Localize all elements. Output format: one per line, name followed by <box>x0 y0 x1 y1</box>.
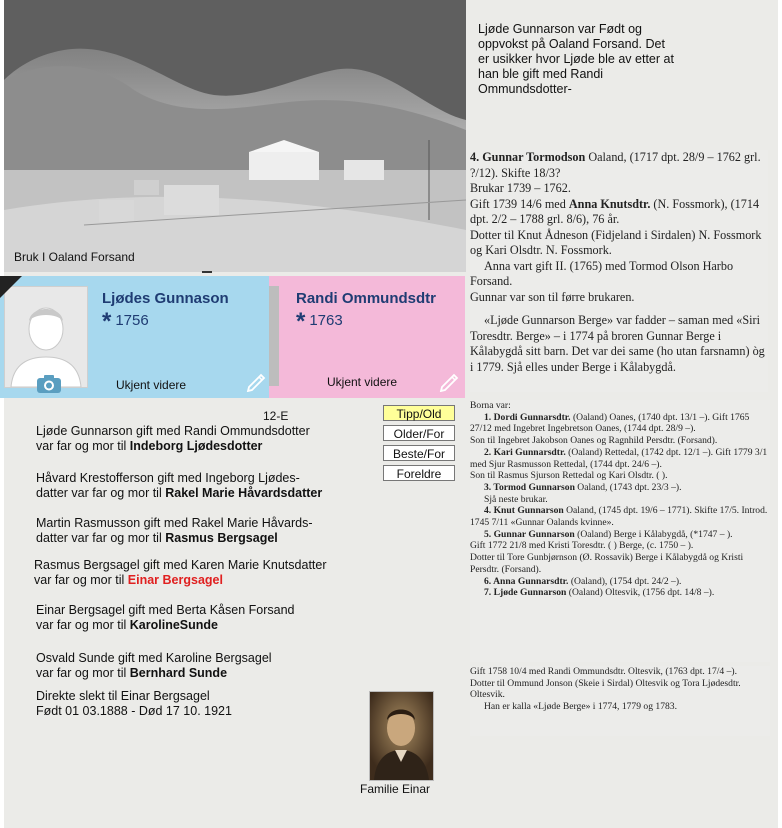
scan-line: 4. Gunnar Tormodson Oaland, (1717 dpt. 28/9 – 1762 grl. ?/12). Skifte 18/3? <box>470 150 761 180</box>
scan-line: Han er kalla «Ljøde Berge» i 1774, 1779 og 1783. <box>484 701 677 713</box>
portrait-illustration <box>370 692 433 780</box>
scan-line: Dotter til Knut Ådneson (Fidjeland i Sirdalen) N. Fossmork og Kari Olsdtr. N. Fossmork. <box>470 227 762 257</box>
lineage-entry: Håvard Krestofferson gift med Ingeborg Ljødes- datter var far og mor til Rakel Marie Håvardsdatter <box>36 471 323 500</box>
photo-caption: Bruk I Oaland Forsand <box>14 250 135 264</box>
person-name[interactable]: Randi Ommundsdtr <box>296 290 437 307</box>
nav-beste-for-button[interactable]: Beste/For <box>383 445 455 461</box>
edit-pencil-icon[interactable] <box>246 370 268 392</box>
person-name[interactable]: Ljødes Gunnason <box>102 290 229 307</box>
nav-older-for-button[interactable]: Older/For <box>383 425 455 441</box>
scan-line: Dotter til Tore Gunbjørnson (Ø. Rossavik) Berge i Kålabygdå og Kristi Persdtr. (Forsand). <box>470 552 744 575</box>
birth-year: * 1763 <box>296 308 343 335</box>
camera-icon[interactable] <box>36 374 62 394</box>
scan-line: Sjå neste brukar. <box>484 493 548 505</box>
scan-line: Gunnar var son til førre brukaren. <box>470 289 635 304</box>
scan-line: 4. Knut Gunnarson Oaland, (1745 dpt. 19/6 – 1771). Skifte 17/5. Introd. 1745 7/11 «Gunnar Oalands kvinne». <box>470 505 768 529</box>
divider-mark <box>202 271 212 273</box>
edit-pencil-icon[interactable] <box>439 370 461 392</box>
generation-code: 12-E <box>263 409 289 423</box>
scan-line: 1. Dordi Gunnarsdtr. (Oaland) Oanes, (1740 dpt. 13/1 –). Gift 1765 27/12 med Ingebret Ingebretson Oanes, (1744 dpt. 28/9 –). <box>470 411 750 435</box>
avatar-placeholder <box>4 286 88 388</box>
scan-line: 5. Gunnar Gunnarson (Oaland) Berge i Kålabygdå, (*1747 – ). <box>484 528 733 540</box>
scan-text-gunnar <box>470 150 768 392</box>
portrait-photo[interactable] <box>369 691 434 781</box>
farm-landscape-photo <box>4 0 466 272</box>
scan-line: Gift 1739 14/6 med Anna Knutsdtr. (N. Fossmork), (1714 dpt. 2/2 – 1788 grl. 8/6), 76 år. <box>470 196 760 226</box>
scan-line: Anna vart gift II. (1765) med Tormod Olson Harbo Forsand. <box>470 258 734 288</box>
scan-line: 6. Anna Gunnarsdtr. (Oaland), (1754 dpt. 24/2 –). <box>484 575 682 587</box>
birth-star-icon: * <box>102 308 112 335</box>
scan-line: 3. Tormod Gunnarson Oaland, (1743 dpt. 23/3 –). <box>484 481 682 493</box>
birth-star-icon: * <box>296 308 306 335</box>
nav-tipp-old-button[interactable]: Tipp/Old <box>383 405 455 421</box>
portrait-caption: Familie Einar <box>360 782 431 796</box>
direct-lineage-note: Direkte slekt til Einar Bergsagel Født 01 03.1888 - Død 17 10. 1921 <box>36 689 232 718</box>
card-corner-marker <box>0 276 22 298</box>
status-text: Ukjent videre <box>116 378 187 392</box>
scan-text-marriage <box>470 666 770 736</box>
scan-line: Brukar 1739 – 1762. <box>470 181 571 195</box>
scan-line: Son til Rasmus Sjurson Rettedal og Kari Olsdtr. ( ). <box>470 470 668 482</box>
scan-line: Borna var: <box>470 400 511 411</box>
scan-line: 7. Ljøde Gunnarson (Oaland) Oltesvik, (1756 dpt. 14/8 –). <box>484 587 715 599</box>
avatar-edge <box>269 286 279 386</box>
person-card-ljode[interactable] <box>0 276 269 398</box>
scan-text-children <box>470 400 770 662</box>
scan-line: Gift 1758 10/4 med Randi Ommundsdtr. Oltesvik, (1763 dpt. 17/4 –). <box>470 666 738 677</box>
landscape-illustration <box>4 0 466 272</box>
person-card-randi[interactable] <box>269 276 465 398</box>
lineage-entry: Osvald Sunde gift med Karoline Bergsagel var far og mor til Bernhard Sunde <box>36 651 272 680</box>
scan-line: «Ljøde Gunnarson Berge» var fadder – saman med «Siri Toresdtr. Berge» – i 1774 på broren Gunnar Berge i Kålabygdå sitt barn. Det var dei same (ho utan farsnamn) òg i 1779. Sjå elles under Berge i Kålabygdå. <box>470 313 765 374</box>
lineage-entry: Ljøde Gunnarson gift med Randi Ommundsdotter var far og mor til Indeborg Ljødesdotter <box>36 424 310 453</box>
lineage-entry: Martin Rasmusson gift med Rakel Marie Håvards- datter var far og mor til Rasmus Bergsagel <box>36 516 313 545</box>
intro-text: Ljøde Gunnarson var Født og oppvokst på Oaland Forsand. Det er usikker hvor Ljøde ble av etter at han ble gift med Randi Ommundsdotter- <box>478 22 674 96</box>
scan-line: Dotter til Ommund Jonson (Skeie i Sirdal) Oltesvik og Tora Ljødesdtr. Oltesvik. <box>470 677 741 701</box>
scan-line: Son til Ingebret Jakobson Oanes og Ragnhild Persdtr. (Forsand). <box>470 435 718 447</box>
status-text: Ukjent videre <box>327 375 398 389</box>
birth-year: * 1756 <box>102 308 149 335</box>
scan-line: Gift 1772 21/8 med Kristi Toresdtr. ( ) Berge, (c. 1750 – ). <box>470 540 694 552</box>
person-silhouette-icon <box>5 287 87 387</box>
scan-line: 2. Kari Gunnarsdtr. (Oaland) Rettedal, (1742 dpt. 12/1 –). Gift 1779 3/1 med Sjur Rasmusson Rettedal, (1744 dpt. 24/6 –). <box>470 446 768 470</box>
lineage-entry: Rasmus Bergsagel gift med Karen Marie Knutsdatter var far og mor til Einar Bergsagel <box>34 558 327 587</box>
nav-foreldre-button[interactable]: Foreldre <box>383 465 455 481</box>
lineage-entry: Einar Bergsagel gift med Berta Kåsen Forsand var far og mor til KarolineSunde <box>36 603 295 632</box>
